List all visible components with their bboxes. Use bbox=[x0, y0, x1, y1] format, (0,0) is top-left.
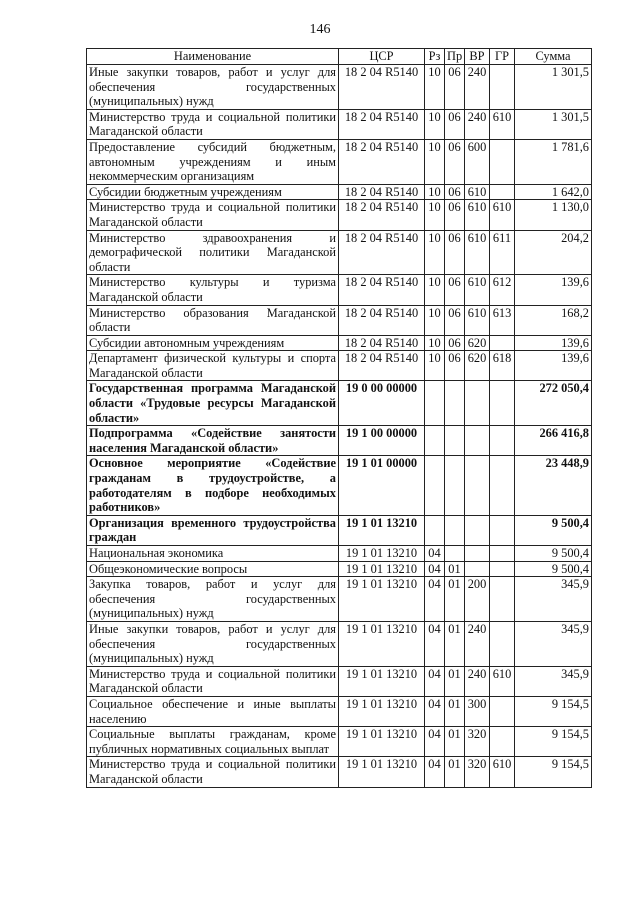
cell-pr: 06 bbox=[445, 305, 465, 335]
cell-name: Подпрограмма «Содействие занятости населения Магаданской области» bbox=[87, 426, 339, 456]
cell-name: Иные закупки товаров, работ и услуг для обеспечения государственных (муниципальных) нужд bbox=[87, 621, 339, 666]
cell-gr bbox=[490, 381, 515, 426]
cell-csr: 18 2 04 R5140 bbox=[339, 275, 425, 305]
table-row bbox=[87, 456, 592, 515]
cell-vr: 240 bbox=[465, 109, 490, 139]
cell-sum: 23 448,9 bbox=[515, 456, 592, 515]
cell-name: Министерство труда и социальной политики Магаданской области bbox=[87, 109, 339, 139]
cell-pr bbox=[445, 381, 465, 426]
cell-pr: 06 bbox=[445, 139, 465, 184]
cell-vr: 320 bbox=[465, 757, 490, 787]
table-row bbox=[87, 139, 592, 184]
cell-rz bbox=[425, 456, 445, 515]
cell-gr bbox=[490, 335, 515, 351]
cell-sum: 168,2 bbox=[515, 305, 592, 335]
cell-sum: 9 154,5 bbox=[515, 757, 592, 787]
table-row bbox=[87, 109, 592, 139]
cell-vr: 610 bbox=[465, 230, 490, 275]
cell-vr: 240 bbox=[465, 621, 490, 666]
cell-name: Организация временного трудоустройства граждан bbox=[87, 515, 339, 545]
table-row bbox=[87, 275, 592, 305]
cell-csr: 18 2 04 R5140 bbox=[339, 305, 425, 335]
cell-vr: 610 bbox=[465, 275, 490, 305]
cell-rz: 10 bbox=[425, 305, 445, 335]
cell-vr: 300 bbox=[465, 696, 490, 726]
table-row bbox=[87, 200, 592, 230]
cell-rz: 10 bbox=[425, 351, 445, 381]
cell-rz: 04 bbox=[425, 757, 445, 787]
table-row bbox=[87, 561, 592, 577]
cell-csr: 18 2 04 R5140 bbox=[339, 335, 425, 351]
cell-gr bbox=[490, 456, 515, 515]
table-row bbox=[87, 335, 592, 351]
cell-vr: 620 bbox=[465, 335, 490, 351]
cell-rz: 10 bbox=[425, 335, 445, 351]
cell-name: Министерство здравоохранения и демографической политики Магаданской области bbox=[87, 230, 339, 275]
table-row bbox=[87, 666, 592, 696]
cell-name: Министерство образования Магаданской области bbox=[87, 305, 339, 335]
cell-gr bbox=[490, 696, 515, 726]
cell-pr bbox=[445, 546, 465, 562]
cell-gr bbox=[490, 139, 515, 184]
cell-vr: 610 bbox=[465, 305, 490, 335]
cell-rz bbox=[425, 515, 445, 545]
header-gr: ГР bbox=[490, 49, 515, 65]
cell-pr: 06 bbox=[445, 351, 465, 381]
cell-pr: 06 bbox=[445, 65, 465, 110]
cell-csr: 19 1 01 13210 bbox=[339, 696, 425, 726]
cell-pr: 06 bbox=[445, 109, 465, 139]
cell-vr bbox=[465, 456, 490, 515]
cell-pr: 01 bbox=[445, 666, 465, 696]
cell-gr: 610 bbox=[490, 757, 515, 787]
cell-pr: 01 bbox=[445, 561, 465, 577]
cell-name: Основное мероприятие «Содействие гражданам в трудоустройстве, а работодателям в подборе необходимых работников» bbox=[87, 456, 339, 515]
cell-sum: 272 050,4 bbox=[515, 381, 592, 426]
cell-csr: 19 1 01 13210 bbox=[339, 561, 425, 577]
cell-rz: 10 bbox=[425, 200, 445, 230]
cell-gr: 610 bbox=[490, 666, 515, 696]
table-row bbox=[87, 65, 592, 110]
budget-table bbox=[86, 48, 592, 788]
cell-name: Предоставление субсидий бюджетным, автономным учреждениям и иным некоммерческим организациям bbox=[87, 139, 339, 184]
cell-rz: 10 bbox=[425, 275, 445, 305]
cell-sum: 9 500,4 bbox=[515, 561, 592, 577]
table-row bbox=[87, 727, 592, 757]
cell-csr: 19 1 01 13210 bbox=[339, 621, 425, 666]
cell-vr bbox=[465, 381, 490, 426]
cell-gr bbox=[490, 546, 515, 562]
cell-pr: 06 bbox=[445, 200, 465, 230]
cell-csr: 18 2 04 R5140 bbox=[339, 139, 425, 184]
cell-sum: 1 301,5 bbox=[515, 65, 592, 110]
cell-pr: 06 bbox=[445, 184, 465, 200]
cell-sum: 1 301,5 bbox=[515, 109, 592, 139]
cell-name: Министерство труда и социальной политики Магаданской области bbox=[87, 200, 339, 230]
table-row bbox=[87, 577, 592, 622]
cell-pr: 01 bbox=[445, 696, 465, 726]
cell-gr: 618 bbox=[490, 351, 515, 381]
table-row bbox=[87, 515, 592, 545]
cell-csr: 19 0 00 00000 bbox=[339, 381, 425, 426]
cell-name: Государственная программа Магаданской области «Трудовые ресурсы Магаданской области» bbox=[87, 381, 339, 426]
cell-pr bbox=[445, 456, 465, 515]
cell-csr: 18 2 04 R5140 bbox=[339, 184, 425, 200]
cell-gr bbox=[490, 65, 515, 110]
table-row bbox=[87, 381, 592, 426]
cell-csr: 19 1 01 13210 bbox=[339, 577, 425, 622]
cell-rz: 04 bbox=[425, 696, 445, 726]
cell-csr: 19 1 01 13210 bbox=[339, 515, 425, 545]
cell-sum: 204,2 bbox=[515, 230, 592, 275]
cell-rz: 04 bbox=[425, 727, 445, 757]
table-row bbox=[87, 757, 592, 787]
cell-rz bbox=[425, 381, 445, 426]
cell-sum: 266 416,8 bbox=[515, 426, 592, 456]
cell-sum: 139,6 bbox=[515, 275, 592, 305]
cell-gr bbox=[490, 577, 515, 622]
cell-pr bbox=[445, 515, 465, 545]
cell-sum: 1 130,0 bbox=[515, 200, 592, 230]
cell-gr: 611 bbox=[490, 230, 515, 275]
header-vr: ВР bbox=[465, 49, 490, 65]
cell-name: Социальное обеспечение и иные выплаты населению bbox=[87, 696, 339, 726]
cell-sum: 1 781,6 bbox=[515, 139, 592, 184]
cell-gr bbox=[490, 184, 515, 200]
cell-sum: 9 154,5 bbox=[515, 727, 592, 757]
cell-rz: 04 bbox=[425, 621, 445, 666]
cell-pr: 06 bbox=[445, 230, 465, 275]
cell-name: Субсидии бюджетным учреждениям bbox=[87, 184, 339, 200]
cell-sum: 139,6 bbox=[515, 335, 592, 351]
cell-csr: 19 1 00 00000 bbox=[339, 426, 425, 456]
table-row bbox=[87, 184, 592, 200]
cell-gr: 610 bbox=[490, 109, 515, 139]
cell-vr bbox=[465, 546, 490, 562]
cell-pr: 01 bbox=[445, 727, 465, 757]
cell-gr: 613 bbox=[490, 305, 515, 335]
cell-name: Министерство труда и социальной политики Магаданской области bbox=[87, 666, 339, 696]
cell-csr: 18 2 04 R5140 bbox=[339, 230, 425, 275]
cell-csr: 19 1 01 13210 bbox=[339, 727, 425, 757]
table-row bbox=[87, 426, 592, 456]
cell-csr: 18 2 04 R5140 bbox=[339, 109, 425, 139]
cell-vr: 610 bbox=[465, 184, 490, 200]
cell-name: Субсидии автономным учреждениям bbox=[87, 335, 339, 351]
cell-rz: 04 bbox=[425, 577, 445, 622]
cell-gr bbox=[490, 561, 515, 577]
table-row bbox=[87, 351, 592, 381]
cell-gr bbox=[490, 621, 515, 666]
cell-pr: 06 bbox=[445, 275, 465, 305]
cell-csr: 18 2 04 R5140 bbox=[339, 351, 425, 381]
cell-sum: 345,9 bbox=[515, 577, 592, 622]
cell-sum: 139,6 bbox=[515, 351, 592, 381]
cell-vr bbox=[465, 515, 490, 545]
cell-name: Национальная экономика bbox=[87, 546, 339, 562]
cell-sum: 345,9 bbox=[515, 666, 592, 696]
cell-rz: 10 bbox=[425, 184, 445, 200]
cell-csr: 18 2 04 R5140 bbox=[339, 65, 425, 110]
cell-sum: 1 642,0 bbox=[515, 184, 592, 200]
cell-gr: 612 bbox=[490, 275, 515, 305]
cell-rz: 10 bbox=[425, 65, 445, 110]
header-csr: ЦСР bbox=[339, 49, 425, 65]
cell-name: Общеэкономические вопросы bbox=[87, 561, 339, 577]
cell-rz: 04 bbox=[425, 546, 445, 562]
cell-vr: 620 bbox=[465, 351, 490, 381]
header-rz: Рз bbox=[425, 49, 445, 65]
cell-pr: 01 bbox=[445, 621, 465, 666]
cell-rz bbox=[425, 426, 445, 456]
cell-rz: 10 bbox=[425, 139, 445, 184]
cell-csr: 18 2 04 R5140 bbox=[339, 200, 425, 230]
cell-rz: 04 bbox=[425, 561, 445, 577]
cell-pr: 01 bbox=[445, 577, 465, 622]
cell-sum: 9 500,4 bbox=[515, 546, 592, 562]
cell-vr: 240 bbox=[465, 666, 490, 696]
table-row bbox=[87, 230, 592, 275]
cell-name: Департамент физической культуры и спорта Магаданской области bbox=[87, 351, 339, 381]
cell-csr: 19 1 01 13210 bbox=[339, 546, 425, 562]
table-row bbox=[87, 621, 592, 666]
table-header-row bbox=[87, 49, 592, 65]
cell-vr: 610 bbox=[465, 200, 490, 230]
page-number: 146 bbox=[309, 22, 331, 37]
cell-name: Закупка товаров, работ и услуг для обеспечения государственных (муниципальных) нужд bbox=[87, 577, 339, 622]
cell-gr bbox=[490, 727, 515, 757]
cell-sum: 9 500,4 bbox=[515, 515, 592, 545]
cell-csr: 19 1 01 13210 bbox=[339, 666, 425, 696]
table-row bbox=[87, 696, 592, 726]
cell-vr: 320 bbox=[465, 727, 490, 757]
cell-vr: 600 bbox=[465, 139, 490, 184]
cell-pr: 01 bbox=[445, 757, 465, 787]
cell-vr bbox=[465, 561, 490, 577]
cell-gr: 610 bbox=[490, 200, 515, 230]
cell-name: Министерство культуры и туризма Магаданской области bbox=[87, 275, 339, 305]
cell-rz: 04 bbox=[425, 666, 445, 696]
cell-rz: 10 bbox=[425, 230, 445, 275]
cell-name: Иные закупки товаров, работ и услуг для обеспечения государственных (муниципальных) нужд bbox=[87, 65, 339, 110]
cell-sum: 345,9 bbox=[515, 621, 592, 666]
cell-csr: 19 1 01 13210 bbox=[339, 757, 425, 787]
cell-rz: 10 bbox=[425, 109, 445, 139]
cell-name: Министерство труда и социальной политики Магаданской области bbox=[87, 757, 339, 787]
header-sum: Сумма bbox=[515, 49, 592, 65]
table-row bbox=[87, 305, 592, 335]
table-body bbox=[87, 65, 592, 788]
cell-vr: 200 bbox=[465, 577, 490, 622]
cell-pr bbox=[445, 426, 465, 456]
cell-name: Социальные выплаты гражданам, кроме публичных нормативных социальных выплат bbox=[87, 727, 339, 757]
header-name: Наименование bbox=[87, 49, 339, 65]
cell-pr: 06 bbox=[445, 335, 465, 351]
cell-gr bbox=[490, 515, 515, 545]
cell-sum: 9 154,5 bbox=[515, 696, 592, 726]
cell-gr bbox=[490, 426, 515, 456]
table-row bbox=[87, 546, 592, 562]
header-pr: Пр bbox=[445, 49, 465, 65]
cell-csr: 19 1 01 00000 bbox=[339, 456, 425, 515]
cell-vr: 240 bbox=[465, 65, 490, 110]
cell-vr bbox=[465, 426, 490, 456]
